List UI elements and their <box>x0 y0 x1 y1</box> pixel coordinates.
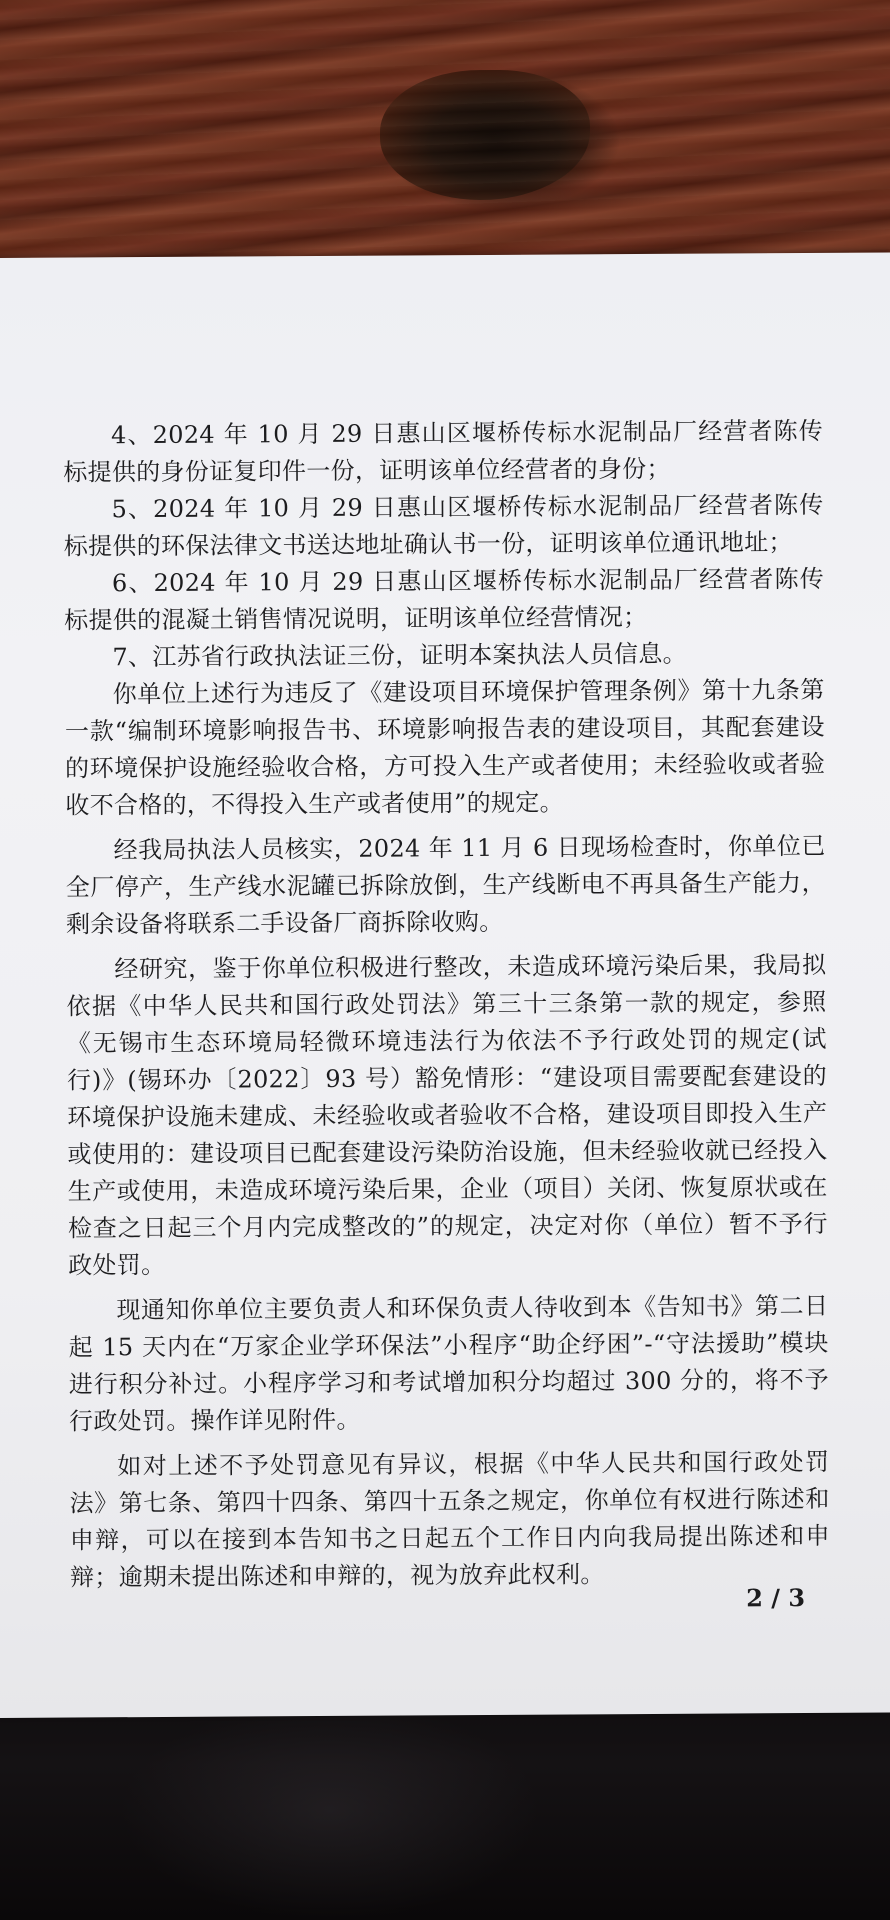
notice-paragraph: 现通知你单位主要负责人和环保负责人待收到本《告知书》第二日起 15 天内在“万家企业学环保法”小程序“助企纾困”-“守法援助”模块进行积分补过。小程序学习和考试增加积分均超过 300 分的，将不予行政处罚。操作详见附件。 <box>68 1291 829 1436</box>
document-page <box>0 253 890 1718</box>
evidence-item-6: 6、2024 年 10 月 29 日惠山区堰桥传标水泥制品厂经营者陈传标提供的混凝土销售情况说明，证明该单位经营情况； <box>64 564 825 635</box>
evidence-item-5: 5、2024 年 10 月 29 日惠山区堰桥传标水泥制品厂经营者陈传标提供的环保法律文书送达地址确认书一份，证明该单位通讯地址； <box>63 490 824 561</box>
document-body <box>63 413 830 1597</box>
appeal-paragraph: 如对上述不予处罚意见有异议，根据《中华人民共和国行政处罚法》第七条、第四十四条、第四十五条之规定，你单位有权进行陈述和申辩，可以在接到本告知书之日起五个工作日内向我局提出陈述和申辩；逾期未提出陈述和申辩的，视为放弃此权利。 <box>69 1447 830 1592</box>
cloth-fold <box>120 1700 540 1920</box>
evidence-item-7: 7、江苏省行政执法证三份，证明本案执法人员信息。 <box>112 639 687 672</box>
evidence-item-4: 4、2024 年 10 月 29 日惠山区堰桥传标水泥制品厂经营者陈传标提供的身份证复印件一份，证明该单位经营者的身份； <box>63 416 824 487</box>
inspection-paragraph: 经我局执法人员核实，2024 年 11 月 6 日现场检查时，你单位已全厂停产，生产线水泥罐已拆除放倒，生产线断电不再具备生产能力，剩余设备将联系二手设备厂商拆除收购。 <box>65 831 826 939</box>
violation-paragraph: 你单位上述行为违反了《建设项目环境保护管理条例》第十九条第一款“编制环境影响报告书、环境影响报告表的建设项目，其配套建设的环境保护设施经验收合格，方可投入生产或者使用；未经验收或者验收不合格的，不得投入生产或者使用”的规定。 <box>64 675 826 820</box>
decision-paragraph: 经研究，鉴于你单位积极进行整改，未造成环境污染后果，我局拟依据《中华人民共和国行政处罚法》第三十三条第一款的规定，参照《无锡市生态环境局轻微环境违法行为依法不予行政处罚的规定(试行)》(锡环办〔2022〕93 号）豁免情形：“建设项目需要配套建设的环境保护设施未建成、未经验收或者验收不合格，建设项目即投入生产或使用的：建设项目已配套建设污染防治设施，但未经验收就已经投入生产或使用，未造成环境污染后果，企业（项目）关闭、恢复原状或在检查之日起三个月内完成整改的”的规定，决定对你（单位）暂不予行政处罚。 <box>66 950 829 1280</box>
page-number: 2 / 3 <box>746 1583 806 1613</box>
